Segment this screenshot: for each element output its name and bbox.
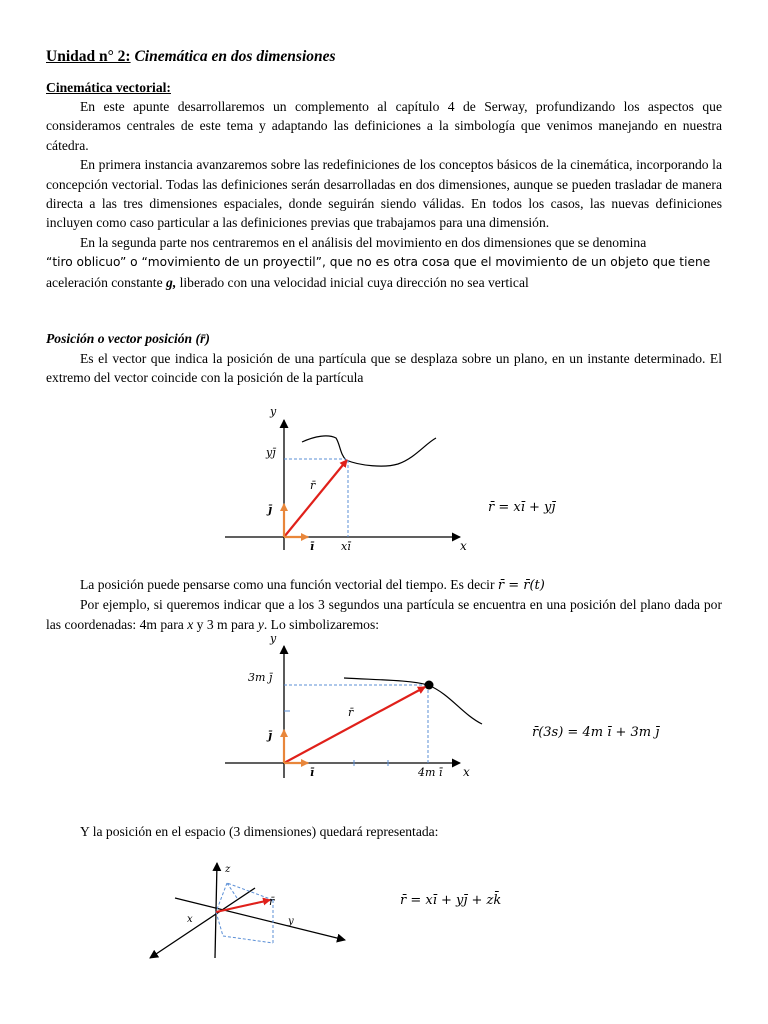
gravity-symbol: g, bbox=[166, 274, 177, 290]
y-axis-label: y bbox=[270, 632, 277, 645]
dashed-guides bbox=[216, 883, 273, 943]
inline-math: r̄ = r̄(t) bbox=[497, 578, 545, 593]
section-heading-cinematica: Cinemática vectorial: bbox=[46, 80, 171, 95]
x-axis bbox=[150, 888, 255, 958]
z-axis bbox=[215, 863, 217, 958]
y-axis-label: y bbox=[270, 405, 277, 418]
particle-point bbox=[425, 681, 434, 690]
paragraph bbox=[46, 233, 722, 292]
section2-3d-intro bbox=[46, 822, 722, 841]
equation-example: r̄(3s) = 4m ī + 3m j̄ bbox=[532, 725, 660, 740]
paragraph-text: “tiro oblicuo” o “movimiento de un proyectil”, que no es otra cosa que el movimiento de un objeto que tiene bbox=[46, 255, 711, 270]
figure-example-vector bbox=[220, 630, 490, 785]
paragraph bbox=[46, 575, 722, 595]
y-tick-label: 3m j̄ bbox=[248, 671, 273, 684]
x-axis-label: x bbox=[463, 765, 470, 779]
j-label: j̄ bbox=[268, 503, 272, 516]
yj-label: yj̄ bbox=[266, 446, 276, 459]
paragraph: Y la posición en el espacio (3 dimensiones) quedará representada: bbox=[80, 824, 439, 839]
y-axis bbox=[175, 898, 345, 940]
section-heading-posicion: Posición o vector posición (r̄) bbox=[46, 331, 210, 346]
equation-3d: r̄ = xī + yj̄ + zk̄ bbox=[400, 893, 502, 908]
z-axis-label: z bbox=[225, 864, 231, 875]
i-label: ī bbox=[310, 540, 315, 553]
inline-var-y: y bbox=[257, 616, 264, 632]
paragraph: Es el vector que indica la posición de una partícula que se desplaza sobre un plano, en un instante determinado. El extremo del vector coincide con la posición de la partícula bbox=[46, 351, 722, 386]
j-label: j̄ bbox=[268, 729, 272, 742]
unit-name: Cinemática en dos dimensiones bbox=[134, 48, 336, 65]
paragraph-text: La posición puede pensarse como una función vectorial del tiempo. Es decir bbox=[80, 577, 495, 592]
paragraph-text: y 3 m para bbox=[196, 616, 255, 632]
paragraph-text: En la segunda parte nos centraremos en el análisis del movimiento en dos dimensiones que se denomina bbox=[80, 234, 647, 250]
inline-var-x: x bbox=[187, 616, 194, 632]
r-label: r̄ bbox=[269, 895, 275, 908]
trajectory-curve bbox=[302, 436, 436, 466]
y-axis-label: y bbox=[288, 916, 294, 927]
i-label: ī bbox=[310, 766, 315, 779]
paragraph-text: aceleración constante bbox=[46, 274, 163, 290]
paragraph bbox=[46, 595, 722, 634]
figure-position-vector bbox=[220, 400, 480, 560]
unit-number: Unidad n° 2: bbox=[46, 48, 131, 65]
section2-intro bbox=[46, 349, 722, 388]
section2-body bbox=[46, 575, 722, 634]
paragraph-text: . Lo simbolizaremos: bbox=[263, 616, 380, 632]
equation-position: r̄ = xī + yj̄ bbox=[488, 500, 556, 515]
paragraph: En primera instancia avanzaremos sobre las redefiniciones de los conceptos básicos de la cinemática, incorporando la concepción vectorial. Todas las definiciones serán desarrolladas en dos dimensiones, aunque se pueden trasladar de manera directa a las tres dimensiones espaciales, donde seguirán siendo válidas. En todos los casos, las nuevas definiciones incluyen como caso particular a las definiciones previas que trabajamos para una dimensión. bbox=[46, 157, 722, 231]
r-label: r̄ bbox=[310, 479, 316, 492]
paragraph-text: Por ejemplo, si queremos indicar que a los 3 segundos una partícula se encuentra en una posición del plano dada por las coordenadas: 4m para bbox=[46, 597, 722, 632]
x-axis-label: x bbox=[187, 914, 193, 925]
xi-label: xī bbox=[341, 540, 351, 553]
position-vector bbox=[216, 900, 270, 912]
r-label: r̄ bbox=[348, 706, 354, 719]
page-title bbox=[46, 48, 336, 66]
section1-body bbox=[46, 97, 722, 292]
figure-3d-vector bbox=[145, 858, 365, 968]
position-vector bbox=[284, 460, 347, 537]
x-tick-label: 4m ī bbox=[418, 766, 443, 779]
x-axis-label: x bbox=[460, 539, 467, 553]
paragraph: En este apunte desarrollaremos un complemento al capítulo 4 de Serway, profundizando los aspectos que consideramos centrales de este tema y adaptando las definiciones a la simbología que venimos manejando en nuestra cátedra. bbox=[46, 99, 722, 153]
paragraph-text: liberado con una velocidad inicial cuya dirección no sea vertical bbox=[179, 274, 529, 290]
position-vector bbox=[284, 687, 425, 763]
